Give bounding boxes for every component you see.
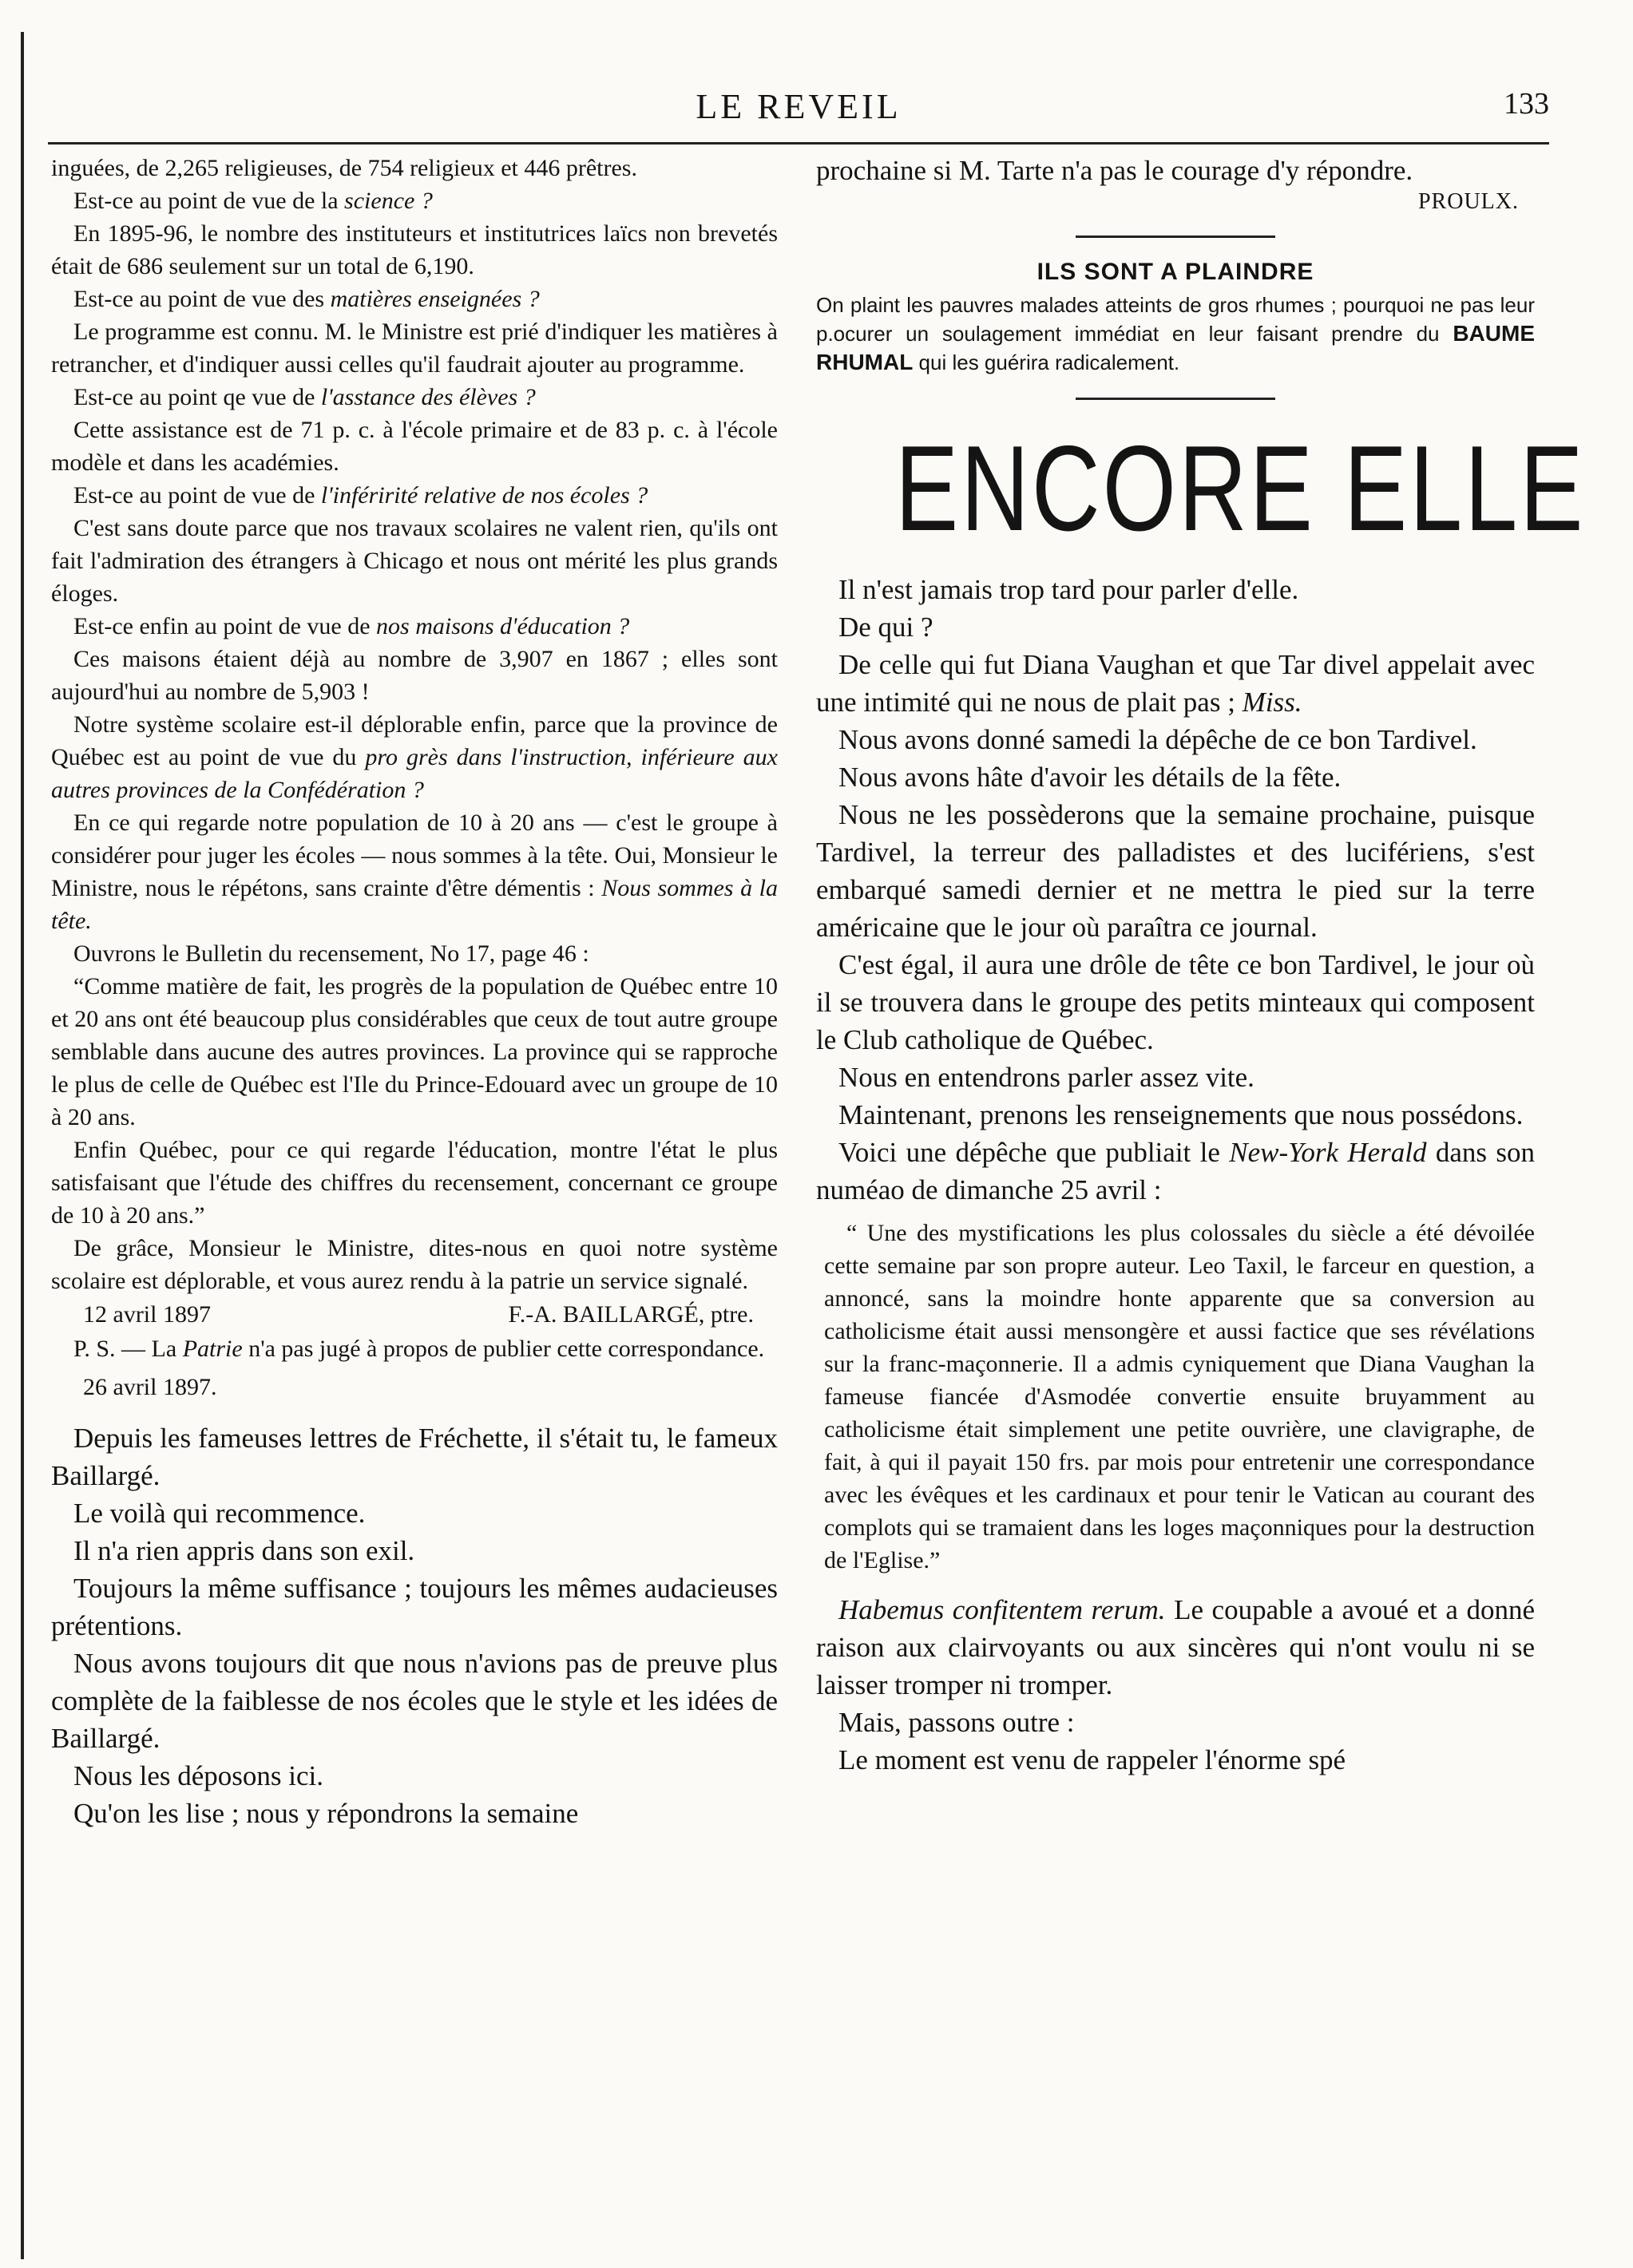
paragraph: Il n'a rien appris dans son exil.	[73, 1535, 415, 1566]
paragraph: Est-ce au point qe vue de l'asstance des élèves ?	[73, 384, 536, 410]
paragraph: Le programme est connu. M. le Ministre est prié d'indiquer les matières à retrancher, et d'indiquer aussi celles qu'il faudrait ajouter au programme.	[51, 319, 778, 378]
paragraph: Habemus confitentem rerum. Le coupable a avoué et a donné raison aux clairvoyants ou aux sincères qui n'ont voulu ni se laisser tromper ni tromper.	[816, 1594, 1535, 1700]
running-title: LE REVEIL	[696, 87, 902, 126]
section-divider	[1076, 236, 1275, 238]
editorial-response	[51, 1419, 778, 1832]
author-signature: PROULX.	[1417, 189, 1519, 214]
paragraph: Est-ce enfin au point de vue de nos maisons d'éducation ?	[73, 613, 630, 639]
article-body	[816, 571, 1535, 1209]
paragraph: prochaine si M. Tarte n'a pas le courage d'y répondre.	[816, 155, 1413, 186]
quoted-paragraph: Enfin Québec, pour ce qui regarde l'éducation, montre l'état le plus satisfaisant que l'étude des chiffres du recensement, concernant ce groupe de 10 à 20 ans.”	[51, 1137, 778, 1229]
paragraph: C'est égal, il aura une drôle de tête ce bon Tardivel, le jour où il se trouvera dans le groupe des petits minteaux qui composent le Club catholique de Québec.	[816, 949, 1535, 1055]
postscript: P. S. — La Patrie n'a pas jugé à propos de publier cette correspondance.	[73, 1336, 765, 1362]
paragraph: Cette assistance est de 71 p. c. à l'école primaire et de 83 p. c. à l'école modèle et dans les académies.	[51, 417, 778, 476]
paragraph: Maintenant, prenons les renseignements que nous possédons.	[838, 1099, 1524, 1130]
paragraph: De grâce, Monsieur le Ministre, dites-nous en quoi notre système scolaire est déplorable, et vous aurez rendu à la patrie un service signalé.	[51, 1235, 778, 1294]
article-conclusion	[816, 1591, 1535, 1779]
left-column	[51, 152, 778, 1832]
advertisement-heading: ILS SONT A PLAINDRE	[1036, 259, 1314, 285]
paragraph: Est-ce au point de vue de la science ?	[73, 188, 433, 214]
paragraph: De qui ?	[838, 612, 933, 643]
quoted-paragraph: “Comme matière de fait, les progrès de la population de Québec entre 10 et 20 ans ont été beaucoup plus considérables que ceux de tout autre groupe semblable dans aucune des autres provinces. La province qui se rapproche le plus de celle de Québec est l'Ile du Prince-Edouard avec un groupe de 10 à 20 ans.	[51, 973, 778, 1130]
paragraph: C'est sans doute parce que nos travaux scolaires ne valent rien, qu'ils ont fait l'admiration des étrangers à Chicago et nous ont mérité les plus grands éloges.	[51, 515, 778, 607]
paragraph: En ce qui regarde notre population de 10 à 20 ans — c'est le groupe à considérer pour juger les écoles — nous sommes à la tête. Oui, Monsieur le Ministre, nous le répétons, sans crainte d'être démentis : Nous sommes à la tête.	[51, 809, 778, 934]
paragraph: Il n'est jamais trop tard pour parler d'elle.	[838, 574, 1299, 605]
paragraph: Nous avons toujours dit que nous n'avions pas de preuve plus complète de la faiblesse de nos écoles que le style et les idées de Baillargé.	[51, 1648, 778, 1754]
advertisement	[816, 291, 1535, 377]
signature-date: 12 avril 1897	[83, 1301, 211, 1328]
paragraph: Nous avons hâte d'avoir les détails de la fête.	[838, 762, 1342, 793]
paragraph: Est-ce au point de vue des matières enseignées ?	[73, 286, 540, 312]
section-divider	[1076, 398, 1275, 400]
paragraph: Toujours la même suffisance ; toujours les mêmes audacieuses prétentions.	[51, 1573, 778, 1641]
postscript-date: 26 avril 1897.	[83, 1374, 217, 1400]
paragraph: Le moment est venu de rappeler l'énorme spé	[838, 1744, 1346, 1775]
paragraph: inguées, de 2,265 religieuses, de 754 religieux et 446 prêtres.	[51, 155, 637, 181]
page-number: 133	[1504, 87, 1549, 121]
page-header	[48, 86, 1549, 134]
paragraph: Ouvrons le Bulletin du recensement, No 17, page 46 :	[73, 940, 589, 967]
quote-text: “ Une des mystifications les plus colossales du siècle a été dévoilée cette semaine par son propre auteur. Leo Taxil, le farceur en question, a annoncé, sans la moindre honte apparente que sa conversion au catholicisme était aussi mensongère et aussi factice que ses révélations sur la franc-maçonnerie. Il a admis cyniquement que Diana Vaughan la fameuse fiancée d'Asmodée convertie ensuite bruyamment au catholicisme était simplement une petite ouvrière, une clavigraphe, de fait, à qui il payait 150 frs. par mois pour entretenir une correspondance avec les évêques et les cardinaux et pour tenir le Vatican au courant des complots qui se tramaient dans les loges maçonniques pour la destruction de l'Eglise.”	[824, 1220, 1535, 1573]
letter-body	[51, 152, 778, 1297]
quoted-dispatch	[816, 1217, 1535, 1577]
page-edge-rule	[21, 32, 24, 2259]
paragraph: Ces maisons étaient déjà au nombre de 3,907 en 1867 ; elles sont aujourd'hui au nombre de 5,903 !	[51, 646, 778, 705]
paragraph: De celle qui fut Diana Vaughan et que Tar divel appelait avec une intimité qui ne nous de plait pas ; Miss.	[816, 649, 1535, 718]
paragraph: En 1895-96, le nombre des instituteurs et institutrices laïcs non brevetés était de 686 seulement sur un total de 6,190.	[51, 220, 778, 279]
right-column	[816, 152, 1586, 1779]
header-rule	[48, 142, 1549, 144]
paragraph: Nous en entendrons parler assez vite.	[838, 1062, 1254, 1093]
paragraph: Nous ne les possèderons que la semaine prochaine, puisque Tardivel, la terreur des palladistes et des lucifériens, s'est embarqué samedi dernier et ne mettra le pied sur la terre américaine que le jour où paraîtra ce journal.	[816, 799, 1535, 943]
paragraph: Qu'on les lise ; nous y répondrons la semaine	[73, 1798, 579, 1829]
signature-name: F.-A. BAILLARGÉ, ptre.	[508, 1301, 754, 1328]
paragraph: Le voilà qui recommence.	[73, 1498, 366, 1529]
paragraph: Notre système scolaire est-il déplorable enfin, parce que la province de Québec est au point de vue du pro grès dans l'instruction, inférieure aux autres provinces de la Confédération ?	[51, 711, 778, 803]
paragraph: Nous les déposons ici.	[73, 1760, 324, 1791]
article-headline: ENCORE ELLE	[895, 421, 1586, 556]
paragraph: Nous avons donné samedi la dépêche de ce bon Tardivel.	[838, 724, 1477, 755]
paragraph: Depuis les fameuses lettres de Fréchette, il s'était tu, le fameux Baillargé.	[51, 1423, 778, 1491]
paragraph: Est-ce au point de vue de l'inféririté relative de nos écoles ?	[73, 482, 648, 509]
signature-line	[51, 1297, 778, 1332]
advertisement-text: On plaint les pauvres malades atteints de gros rhumes ; pourquoi ne pas leur p.ocurer un soulagement immédiat en leur faisant prendre du BAUME RHUMAL qui les guérira radicalement.	[816, 293, 1535, 374]
paragraph: Voici une dépêche que publiait le New-York Herald dans son numéao de dimanche 25 avril :	[816, 1137, 1535, 1205]
paragraph: Mais, passons outre :	[838, 1707, 1075, 1738]
